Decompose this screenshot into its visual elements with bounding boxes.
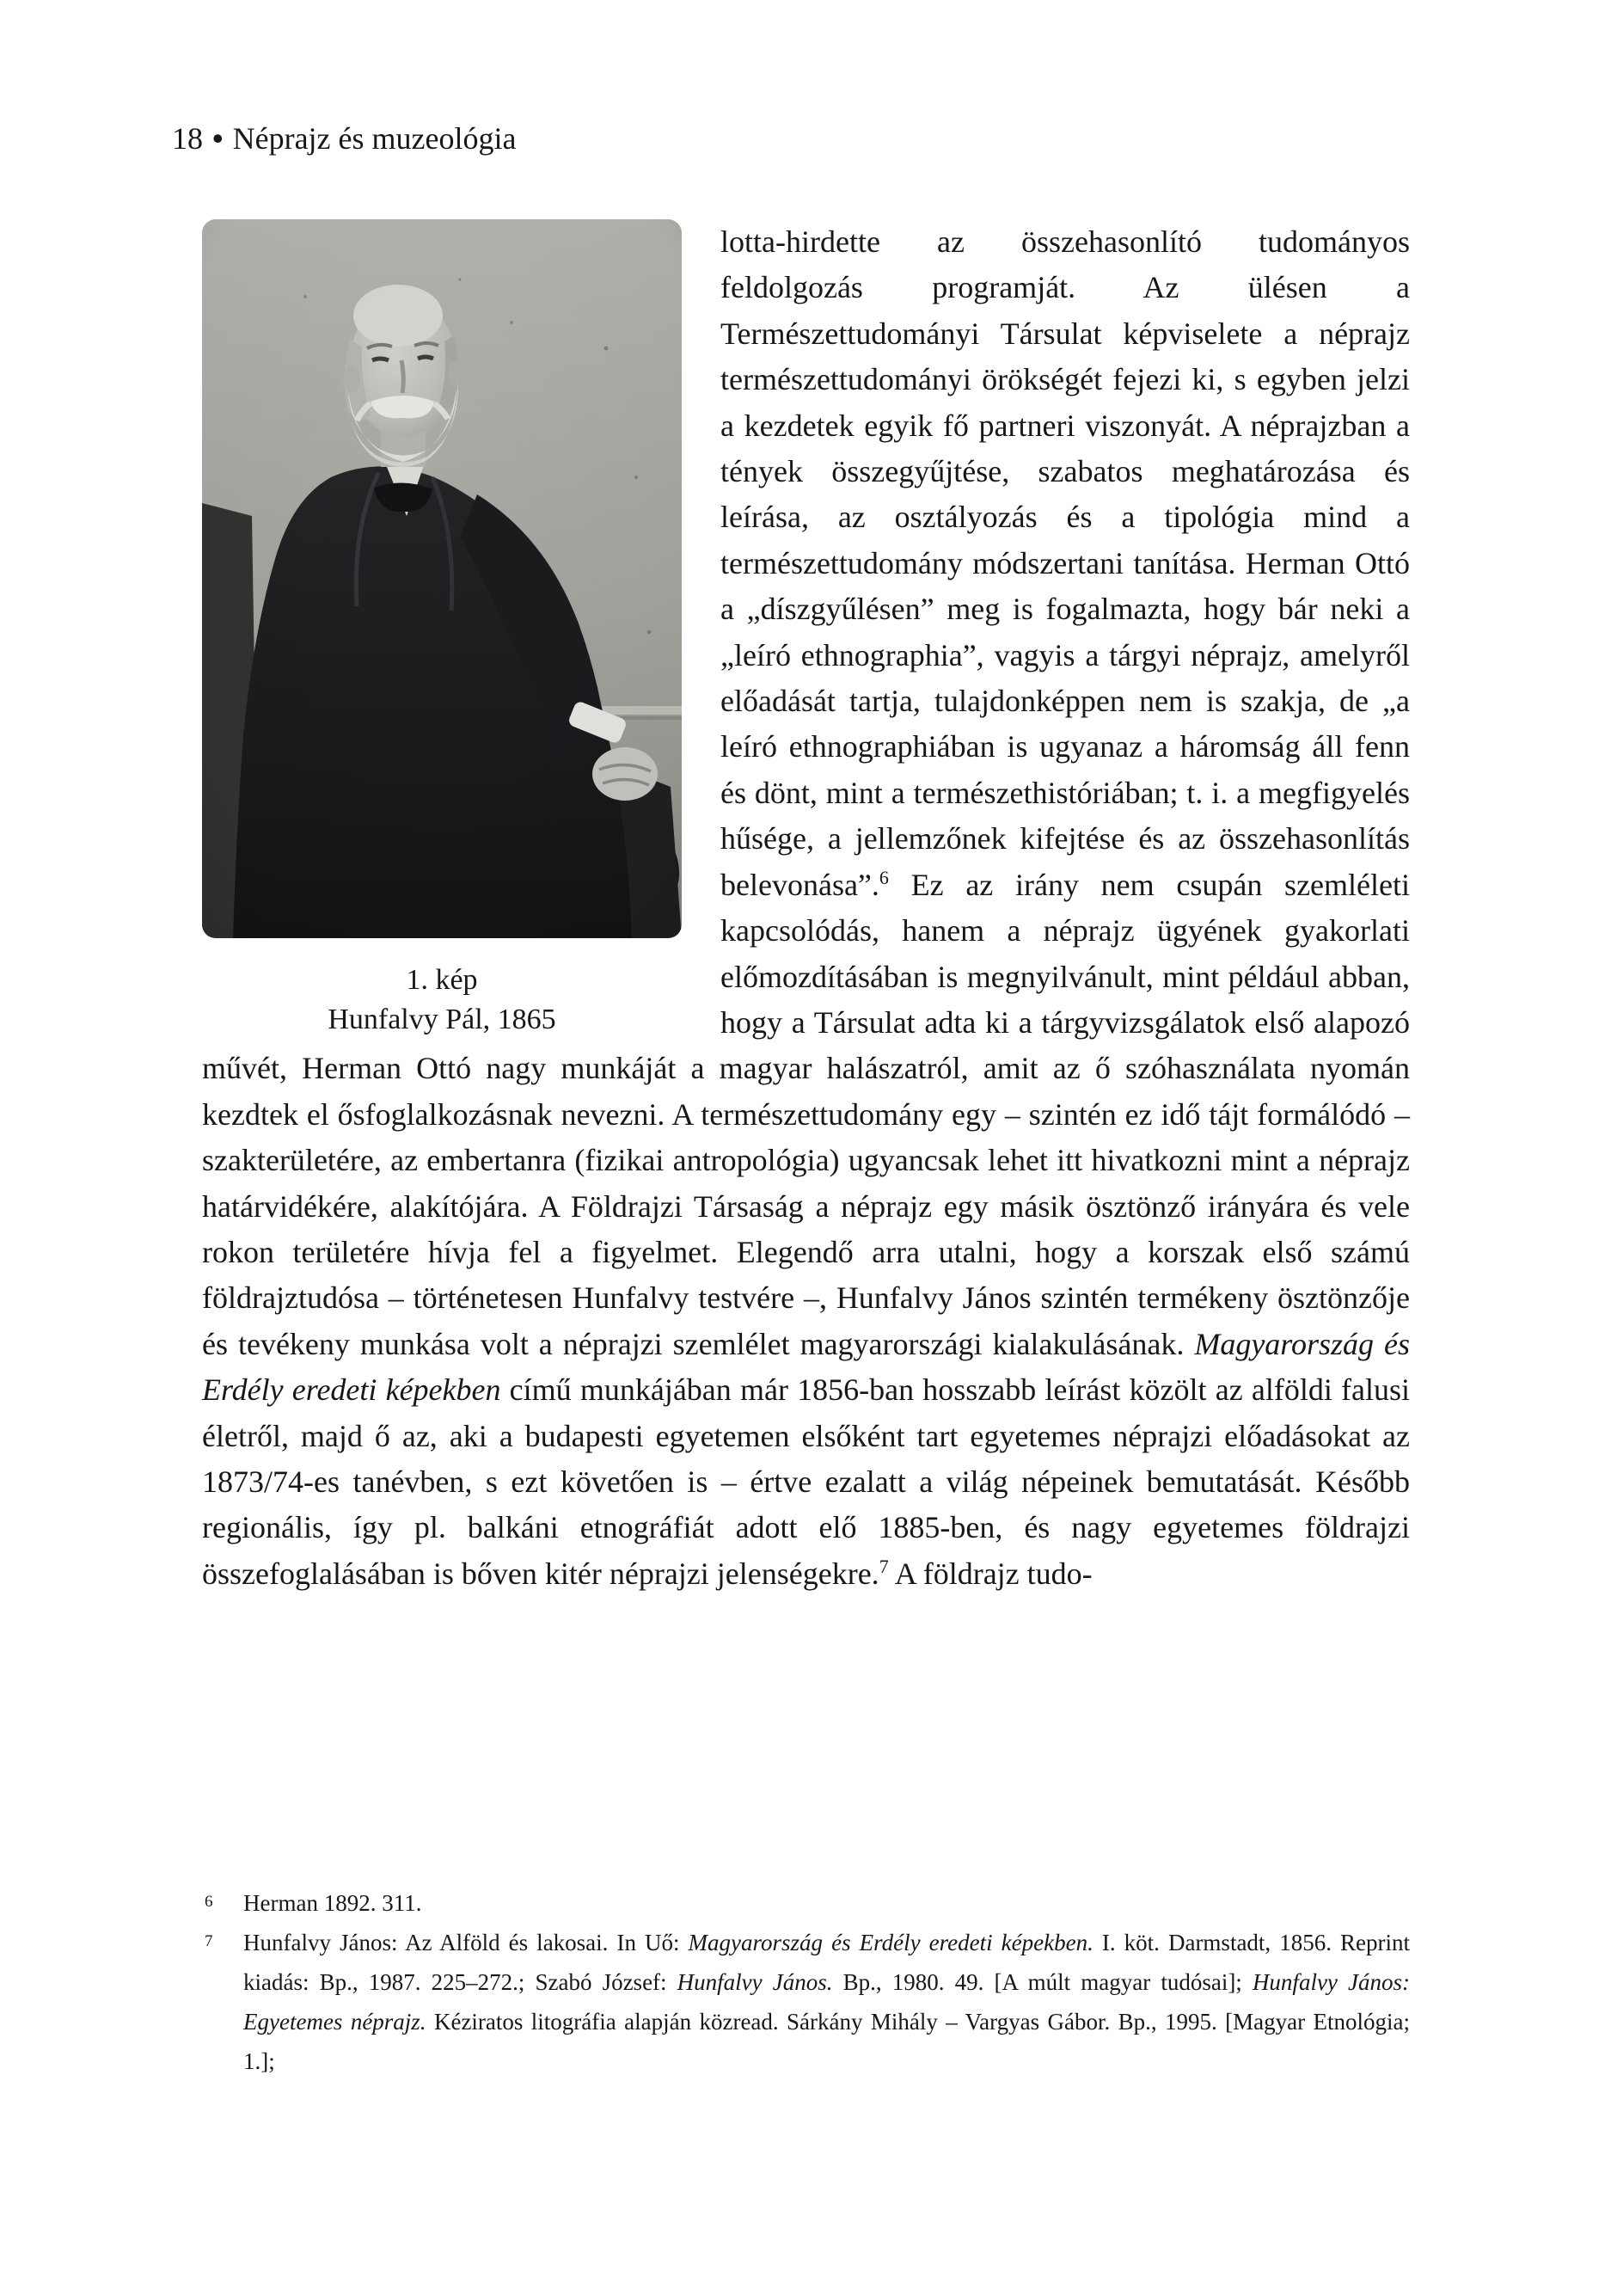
figure-caption xyxy=(202,961,682,1040)
header-bullet: • xyxy=(212,121,224,156)
footnote-7-seg4-italic: Hunfalvy János. xyxy=(677,1969,833,1995)
footnote-ref-6: 6 xyxy=(879,866,889,888)
footnote-7-seg6-italic: Hunfalvy János: Egyetemes néprajz. xyxy=(243,1969,1411,2035)
footnote-7-seg1: Hunfalvy János: Az Alföld és lakosai. In Uő: xyxy=(243,1930,689,1955)
footnote-7-seg7: Kéziratos litográfia alapján közread. Sárkány Mihály – Vargyas Gábor. Bp., 1995. [Magyar Etnológia; 1.]; xyxy=(243,2009,1410,2074)
figure-caption-number: 1. kép xyxy=(406,964,478,996)
header-title: Néprajz és muzeológia xyxy=(232,121,517,156)
body-italic-title: Magyarország és Erdély eredeti képekben xyxy=(202,1326,1410,1408)
footnote-ref-7: 7 xyxy=(879,1555,889,1577)
footnote-6 xyxy=(202,1883,1410,1923)
body-part4: A földrajz tudo- xyxy=(888,1556,1093,1591)
running-header xyxy=(172,120,516,157)
footnote-7-seg5: Bp., 1980. 49. [A múlt magyar tudósai]; xyxy=(832,1969,1253,1995)
portrait-photo xyxy=(202,219,682,938)
footnote-7-seg2-italic: Magyarország és Erdély eredeti képekben. xyxy=(688,1930,1093,1955)
footnote-6-marker: 6 xyxy=(205,1893,213,1911)
figure-caption-title: Hunfalvy Pál, 1865 xyxy=(328,1004,556,1035)
footnote-7 xyxy=(202,1923,1410,2081)
body-part1: lotta-hirdette az összehasonlító tudományos feldolgozás programját. Az ülésen a Természettudományi Társulat képviselete a néprajz természettudományi örökségét fejezi ki, s egyben jelzi a kezdetek egyik fő partneri viszonyát. A néprajzban a tények összegyűjtése, szabatos meghatározása és leírása, az osztályozás és a tipológia mind a természettudomány módszertani tanítása. Herman Ottó a „díszgyűlésen” meg is fogalmazta, hogy bár neki a „leíró ethnographia”, vagyis a tárgyi néprajz, amelyről előadását tartja, tulajdonképpen nem is szakja, de „a leíró ethnographiában is ugyanaz a háromság áll fenn és dönt, mint a természethistóriában; t. i. a megfigyelés hűsége, a jellemzőnek kifejtése és az összehasonlítás belevonása”. xyxy=(720,224,1410,902)
body-part2: Ez az irány nem csupán szemléleti kapcsolódás, hanem a néprajz ügyének gyakorlati előmozdításában is megnyilvánult, mint például abban, hogy a Társulat adta ki a tárgyvizsgálatok első alapozó művét, Herman Ottó nagy munkáját a magyar halászatról, amit az ő szóhasználata nyomán kezdtek el ősfoglalkozásnak nevezni. A természettudomány egy – szintén ez idő tájt formálódó – szakterületére, az embertanra (fizikai antropológia) ugyancsak lehet itt hivatkozni mint a néprajz határvidékére, alakítójára. A Földrajzi Társaság a néprajz egy másik ösztönző irányára és vele rokon területére hívja fel a figyelmet. Elegendő arra utalni, hogy a korszak első számú földrajztudósa – történetesen Hunfalvy testvére –, Hunfalvy János szintén termékeny ösztönzője és tevékeny munkása volt a néprajzi szemlélet magyarországi kialakulásának. xyxy=(202,867,1410,1361)
footnote-7-seg3: I. köt. Darmstadt, 1856. Reprint kiadás: Bp., 1987. 225–272.; Szabó József: xyxy=(243,1930,1411,1995)
figure-hunfalvy-portrait xyxy=(202,219,682,1040)
page-number: 18 xyxy=(172,121,203,156)
body-part3: című munkájában már 1856-ban hosszabb leírást közölt az alföldi falusi életről, majd ő az, aki a budapesti egyetemen elsőként tart egyetemes néprajzi előadásokat az 1873/74-es tanévben, s ezt követően is – értve ezalatt a világ népeinek bemutatását. Később regionális, így pl. balkáni etnográfiát adott elő 1885-ben, és nagy egyetemes földrajzi összefoglalásában is bőven kitér néprajzi jelenségekre. xyxy=(202,1372,1410,1591)
footnote-7-marker: 7 xyxy=(205,1932,213,1950)
footnotes-section xyxy=(202,1883,1410,2081)
footnote-6-text: Herman 1892. 311. xyxy=(243,1890,422,1916)
article-body xyxy=(202,219,1410,1597)
